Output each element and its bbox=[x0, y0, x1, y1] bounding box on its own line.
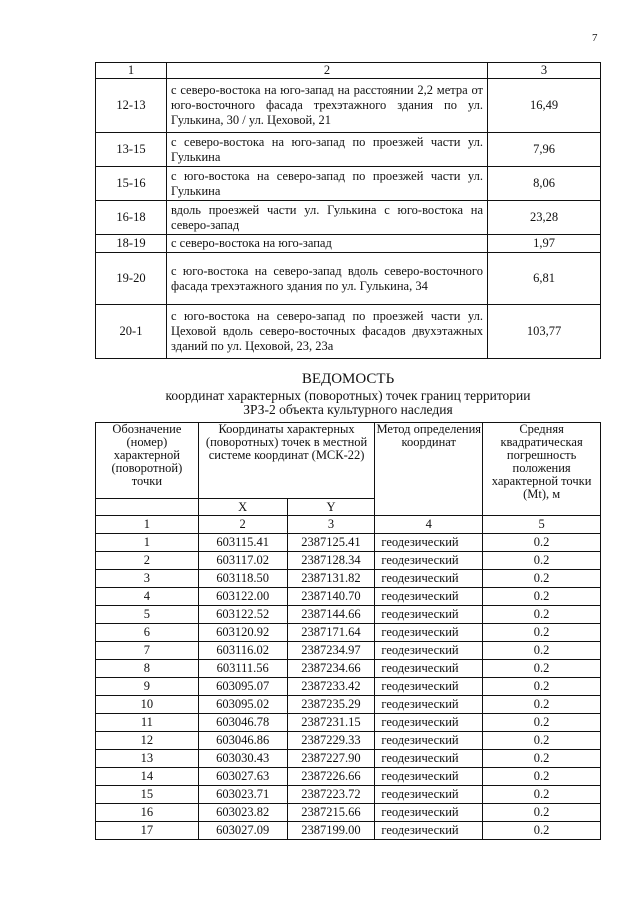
segment-cell: 12-13 bbox=[96, 79, 167, 133]
x-coordinate-cell: 603122.52 bbox=[198, 606, 287, 624]
boundary-description-table bbox=[95, 62, 601, 359]
point-number-cell: 13 bbox=[96, 750, 199, 768]
accuracy-cell: 0.2 bbox=[483, 642, 601, 660]
point-number-cell: 14 bbox=[96, 768, 199, 786]
accuracy-cell: 0.2 bbox=[483, 732, 601, 750]
length-cell: 103,77 bbox=[488, 305, 601, 359]
table-row bbox=[96, 570, 601, 588]
table-row bbox=[96, 606, 601, 624]
y-coordinate-cell: 2387234.97 bbox=[287, 642, 375, 660]
length-cell: 16,49 bbox=[488, 79, 601, 133]
x-coordinate-cell: 603117.02 bbox=[198, 552, 287, 570]
x-coordinate-cell: 603122.00 bbox=[198, 588, 287, 606]
method-cell: геодезический bbox=[375, 822, 483, 840]
segment-cell: 15-16 bbox=[96, 167, 167, 201]
header-accuracy: Средняя квадратическая погрешность положения характерной точки (Mt), м bbox=[483, 423, 601, 516]
length-cell: 23,28 bbox=[488, 201, 601, 235]
accuracy-cell: 0.2 bbox=[483, 606, 601, 624]
accuracy-cell: 0.2 bbox=[483, 552, 601, 570]
method-cell: геодезический bbox=[375, 588, 483, 606]
y-coordinate-cell: 2387229.33 bbox=[287, 732, 375, 750]
method-cell: геодезический bbox=[375, 534, 483, 552]
method-cell: геодезический bbox=[375, 696, 483, 714]
register-subtitle-line-2: ЗРЗ-2 объекта культурного наследия bbox=[243, 402, 453, 417]
table-row bbox=[96, 79, 601, 133]
method-cell: геодезический bbox=[375, 804, 483, 822]
method-cell: геодезический bbox=[375, 606, 483, 624]
description-cell: с юго-востока на северо-запад по проезжей части ул. Гулькина bbox=[167, 167, 488, 201]
length-cell: 1,97 bbox=[488, 235, 601, 253]
table-row bbox=[96, 552, 601, 570]
point-number-cell: 6 bbox=[96, 624, 199, 642]
x-coordinate-cell: 603046.86 bbox=[198, 732, 287, 750]
col-number-3: 3 bbox=[287, 516, 375, 534]
length-cell: 8,06 bbox=[488, 167, 601, 201]
register-subtitle-line-1: координат характерных (поворотных) точек границ территории bbox=[165, 388, 531, 403]
table-row bbox=[96, 588, 601, 606]
page-number: 7 bbox=[592, 32, 598, 44]
header-col-1: 1 bbox=[96, 63, 167, 79]
segment-cell: 16-18 bbox=[96, 201, 167, 235]
table-row bbox=[96, 804, 601, 822]
accuracy-cell: 0.2 bbox=[483, 570, 601, 588]
y-coordinate-cell: 2387223.72 bbox=[287, 786, 375, 804]
y-coordinate-cell: 2387226.66 bbox=[287, 768, 375, 786]
description-cell: с северо-востока на юго-запад по проезжей части ул. Гулькина bbox=[167, 133, 488, 167]
x-coordinate-cell: 603115.41 bbox=[198, 534, 287, 552]
coordinates-register-table bbox=[95, 422, 601, 840]
description-cell: с северо-востока на юго-запад bbox=[167, 235, 488, 253]
table-row bbox=[96, 714, 601, 732]
accuracy-cell: 0.2 bbox=[483, 786, 601, 804]
table-row bbox=[96, 235, 601, 253]
x-coordinate-cell: 603023.82 bbox=[198, 804, 287, 822]
header-x: X bbox=[198, 499, 287, 516]
y-coordinate-cell: 2387131.82 bbox=[287, 570, 375, 588]
x-coordinate-cell: 603046.78 bbox=[198, 714, 287, 732]
y-coordinate-cell: 2387144.66 bbox=[287, 606, 375, 624]
accuracy-cell: 0.2 bbox=[483, 696, 601, 714]
method-cell: геодезический bbox=[375, 786, 483, 804]
method-cell: геодезический bbox=[375, 570, 483, 588]
y-coordinate-cell: 2387171.64 bbox=[287, 624, 375, 642]
point-number-cell: 7 bbox=[96, 642, 199, 660]
accuracy-cell: 0.2 bbox=[483, 678, 601, 696]
accuracy-cell: 0.2 bbox=[483, 768, 601, 786]
segment-cell: 19-20 bbox=[96, 253, 167, 305]
point-number-cell: 15 bbox=[96, 786, 199, 804]
x-coordinate-cell: 603111.56 bbox=[198, 660, 287, 678]
y-coordinate-cell: 2387234.66 bbox=[287, 660, 375, 678]
point-number-cell: 2 bbox=[96, 552, 199, 570]
y-coordinate-cell: 2387235.29 bbox=[287, 696, 375, 714]
description-cell: с юго-востока на северо-запад по проезжей части ул. Цеховой вдоль северо-восточных фасадов двухэтажных зданий по ул. Цеховой, 23, 23а bbox=[167, 305, 488, 359]
method-cell: геодезический bbox=[375, 750, 483, 768]
method-cell: геодезический bbox=[375, 768, 483, 786]
point-number-cell: 8 bbox=[96, 660, 199, 678]
header-y: Y bbox=[287, 499, 375, 516]
table-row bbox=[96, 660, 601, 678]
col-number-1: 1 bbox=[96, 516, 199, 534]
x-coordinate-cell: 603095.07 bbox=[198, 678, 287, 696]
point-number-cell: 16 bbox=[96, 804, 199, 822]
col-number-5: 5 bbox=[483, 516, 601, 534]
point-number-cell: 17 bbox=[96, 822, 199, 840]
y-coordinate-cell: 2387140.70 bbox=[287, 588, 375, 606]
segment-cell: 20-1 bbox=[96, 305, 167, 359]
x-coordinate-cell: 603027.09 bbox=[198, 822, 287, 840]
table-row bbox=[96, 678, 601, 696]
table-row bbox=[96, 786, 601, 804]
segment-cell: 13-15 bbox=[96, 133, 167, 167]
table-row bbox=[96, 167, 601, 201]
method-cell: геодезический bbox=[375, 714, 483, 732]
table-header-row bbox=[96, 63, 601, 79]
length-cell: 7,96 bbox=[488, 133, 601, 167]
table-row bbox=[96, 750, 601, 768]
method-cell: геодезический bbox=[375, 732, 483, 750]
col-number-4: 4 bbox=[375, 516, 483, 534]
y-coordinate-cell: 2387128.34 bbox=[287, 552, 375, 570]
table-row bbox=[96, 201, 601, 235]
table-row bbox=[96, 696, 601, 714]
x-coordinate-cell: 603030.43 bbox=[198, 750, 287, 768]
accuracy-cell: 0.2 bbox=[483, 624, 601, 642]
x-coordinate-cell: 603116.02 bbox=[198, 642, 287, 660]
table-row bbox=[96, 534, 601, 552]
point-number-cell: 9 bbox=[96, 678, 199, 696]
header-method: Метод определения координат bbox=[375, 423, 483, 516]
x-coordinate-cell: 603027.63 bbox=[198, 768, 287, 786]
method-cell: геодезический bbox=[375, 678, 483, 696]
description-cell: с юго-востока на северо-запад вдоль северо-восточного фасада трехэтажного здания по ул. Гулькина, 34 bbox=[167, 253, 488, 305]
y-coordinate-cell: 2387233.42 bbox=[287, 678, 375, 696]
point-number-cell: 5 bbox=[96, 606, 199, 624]
point-number-cell: 12 bbox=[96, 732, 199, 750]
table-row bbox=[96, 732, 601, 750]
y-coordinate-cell: 2387125.41 bbox=[287, 534, 375, 552]
table-row bbox=[96, 768, 601, 786]
method-cell: геодезический bbox=[375, 660, 483, 678]
header-point: Обозначение (номер) характерной (поворотной) точки bbox=[96, 423, 199, 499]
x-coordinate-cell: 603120.92 bbox=[198, 624, 287, 642]
y-coordinate-cell: 2387199.00 bbox=[287, 822, 375, 840]
table-row bbox=[96, 822, 601, 840]
point-number-cell: 11 bbox=[96, 714, 199, 732]
accuracy-cell: 0.2 bbox=[483, 660, 601, 678]
col-number-2: 2 bbox=[198, 516, 287, 534]
column-number-row bbox=[96, 516, 601, 534]
header-col-3: 3 bbox=[488, 63, 601, 79]
description-cell: вдоль проезжей части ул. Гулькина с юго-востока на северо-запад bbox=[167, 201, 488, 235]
point-number-cell: 3 bbox=[96, 570, 199, 588]
method-cell: геодезический bbox=[375, 642, 483, 660]
method-cell: геодезический bbox=[375, 624, 483, 642]
x-coordinate-cell: 603118.50 bbox=[198, 570, 287, 588]
header-coordinates: Координаты характерных (поворотных) точек в местной системе координат (МСК-22) bbox=[198, 423, 375, 499]
accuracy-cell: 0.2 bbox=[483, 534, 601, 552]
table-row bbox=[96, 305, 601, 359]
accuracy-cell: 0.2 bbox=[483, 822, 601, 840]
accuracy-cell: 0.2 bbox=[483, 750, 601, 768]
header-col-2: 2 bbox=[167, 63, 488, 79]
point-number-cell: 10 bbox=[96, 696, 199, 714]
point-number-cell: 4 bbox=[96, 588, 199, 606]
y-coordinate-cell: 2387215.66 bbox=[287, 804, 375, 822]
register-title: ВЕДОМОСТЬ bbox=[301, 371, 395, 387]
x-coordinate-cell: 603095.02 bbox=[198, 696, 287, 714]
accuracy-cell: 0.2 bbox=[483, 588, 601, 606]
x-coordinate-cell: 603023.71 bbox=[198, 786, 287, 804]
description-cell: с северо-востока на юго-запад на расстоянии 2,2 метра от юго-восточного фасада трехэтажного здания по ул. Гулькина, 30 / ул. Цеховой, 21 bbox=[167, 79, 488, 133]
table-row bbox=[96, 133, 601, 167]
header-spacer bbox=[96, 499, 199, 516]
table-row bbox=[96, 642, 601, 660]
table-row bbox=[96, 253, 601, 305]
segment-cell: 18-19 bbox=[96, 235, 167, 253]
y-coordinate-cell: 2387231.15 bbox=[287, 714, 375, 732]
y-coordinate-cell: 2387227.90 bbox=[287, 750, 375, 768]
accuracy-cell: 0.2 bbox=[483, 714, 601, 732]
table-row bbox=[96, 624, 601, 642]
length-cell: 6,81 bbox=[488, 253, 601, 305]
accuracy-cell: 0.2 bbox=[483, 804, 601, 822]
method-cell: геодезический bbox=[375, 552, 483, 570]
point-number-cell: 1 bbox=[96, 534, 199, 552]
